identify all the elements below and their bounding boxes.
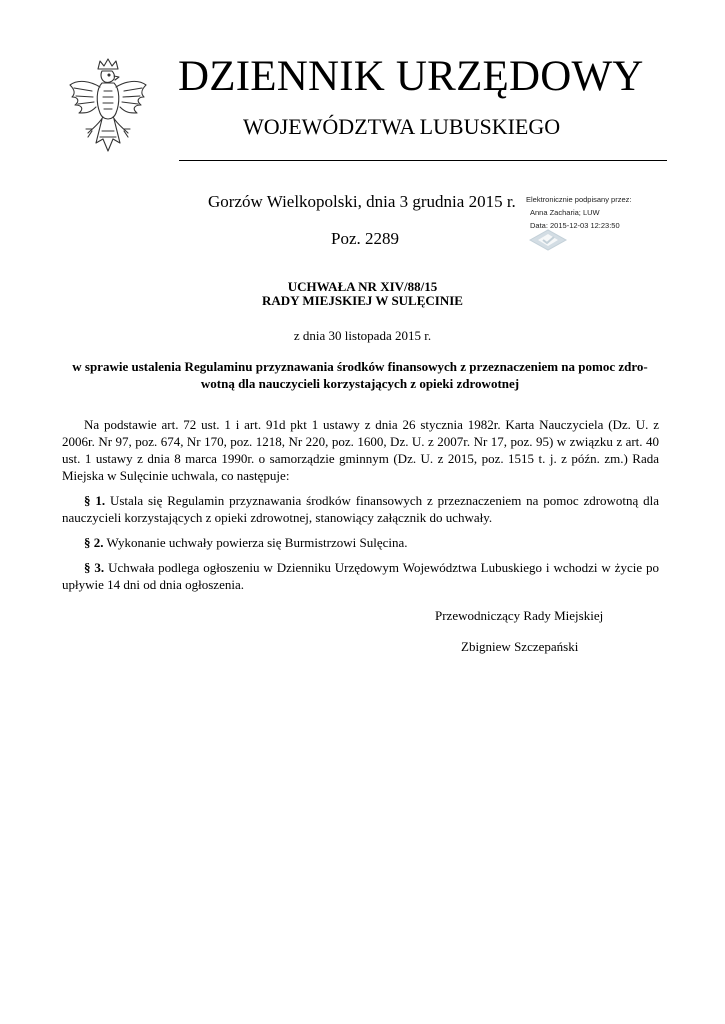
white-eagle-emblem-icon xyxy=(62,55,154,167)
signer-name: Zbigniew Szczepański xyxy=(461,639,579,654)
paragraph-2-number: § 2. xyxy=(84,535,104,550)
resolution-subject: w sprawie ustalenia Regulaminu przyznawania środków finansowych z przeznaczeniem na pomoc zdro-wotną dla nauczycieli korzystających z opieki zdrowotnej xyxy=(72,359,648,391)
resolution-number: UCHWAŁA NR XIV/88/15 xyxy=(287,279,438,294)
publication-place-date: Gorzów Wielkopolski, dnia 3 grudnia 2015 r. xyxy=(208,192,516,211)
paragraph-3 xyxy=(62,559,659,593)
paragraph-3-text: Uchwała podlega ogłoszeniu w Dzienniku Urzędowym Województwa Lubuskiego i wchodzi w życie po upływie 14 dni od dnia ogłoszenia. xyxy=(62,560,660,592)
header-divider xyxy=(179,160,667,161)
paragraph-2-text: Wykonanie uchwały powierza się Burmistrzowi Sulęcina. xyxy=(106,535,408,550)
paragraph-2 xyxy=(62,534,659,551)
signer-role: Przewodniczący Rady Miejskiej xyxy=(435,608,604,623)
paragraph-1-text: Ustala się Regulamin przyznawania środków finansowych z przeznaczeniem na pomoc zdrowotną dla nauczycieli korzystających z opieki zdrowotnej, stanowiący załącznik do uchwały. xyxy=(62,493,660,525)
journal-subtitle: WOJEWÓDZTWA LUBUSKIEGO xyxy=(243,114,561,139)
signature-date: Data: 2015-12-03 12:23:50 xyxy=(530,221,620,230)
paragraph-1 xyxy=(62,492,659,526)
paragraph-1-number: § 1. xyxy=(84,493,106,508)
paragraph-3-number: § 3. xyxy=(84,560,105,575)
signature-validity-icon xyxy=(526,228,570,252)
resolution-date: z dnia 30 listopada 2015 r. xyxy=(293,328,432,343)
signature-signer: Anna Zacharia; LUW xyxy=(530,208,600,217)
preamble: Na podstawie art. 72 ust. 1 i art. 91d pkt 1 ustawy z dnia 26 stycznia 1982r. Karta Nauczyciela (Dz. U. z 2006r. Nr 97, poz. 674, Nr 170, poz. 1218, Nr 220, poz. 1600, Dz. U. z 2007r. Nr 17, poz. 95) w związku z art. 40 ust. 1 ustawy z dnia 8 marca 1990r. o samorządzie gminnym (Dz. U. z 2015, poz. 1515 t. j. z późn. zm.) Rada Miejska w Sulęcinie uchwala, co następuje: xyxy=(62,417,659,483)
journal-title: DZIENNIK URZĘDOWY xyxy=(178,53,644,100)
resolution-body-text xyxy=(62,416,659,601)
resolution-body: RADY MIEJSKIEJ W SULĘCINIE xyxy=(262,293,463,308)
publication-position: Poz. 2289 xyxy=(331,229,399,248)
signature-label: Elektronicznie podpisany przez: xyxy=(526,195,632,204)
